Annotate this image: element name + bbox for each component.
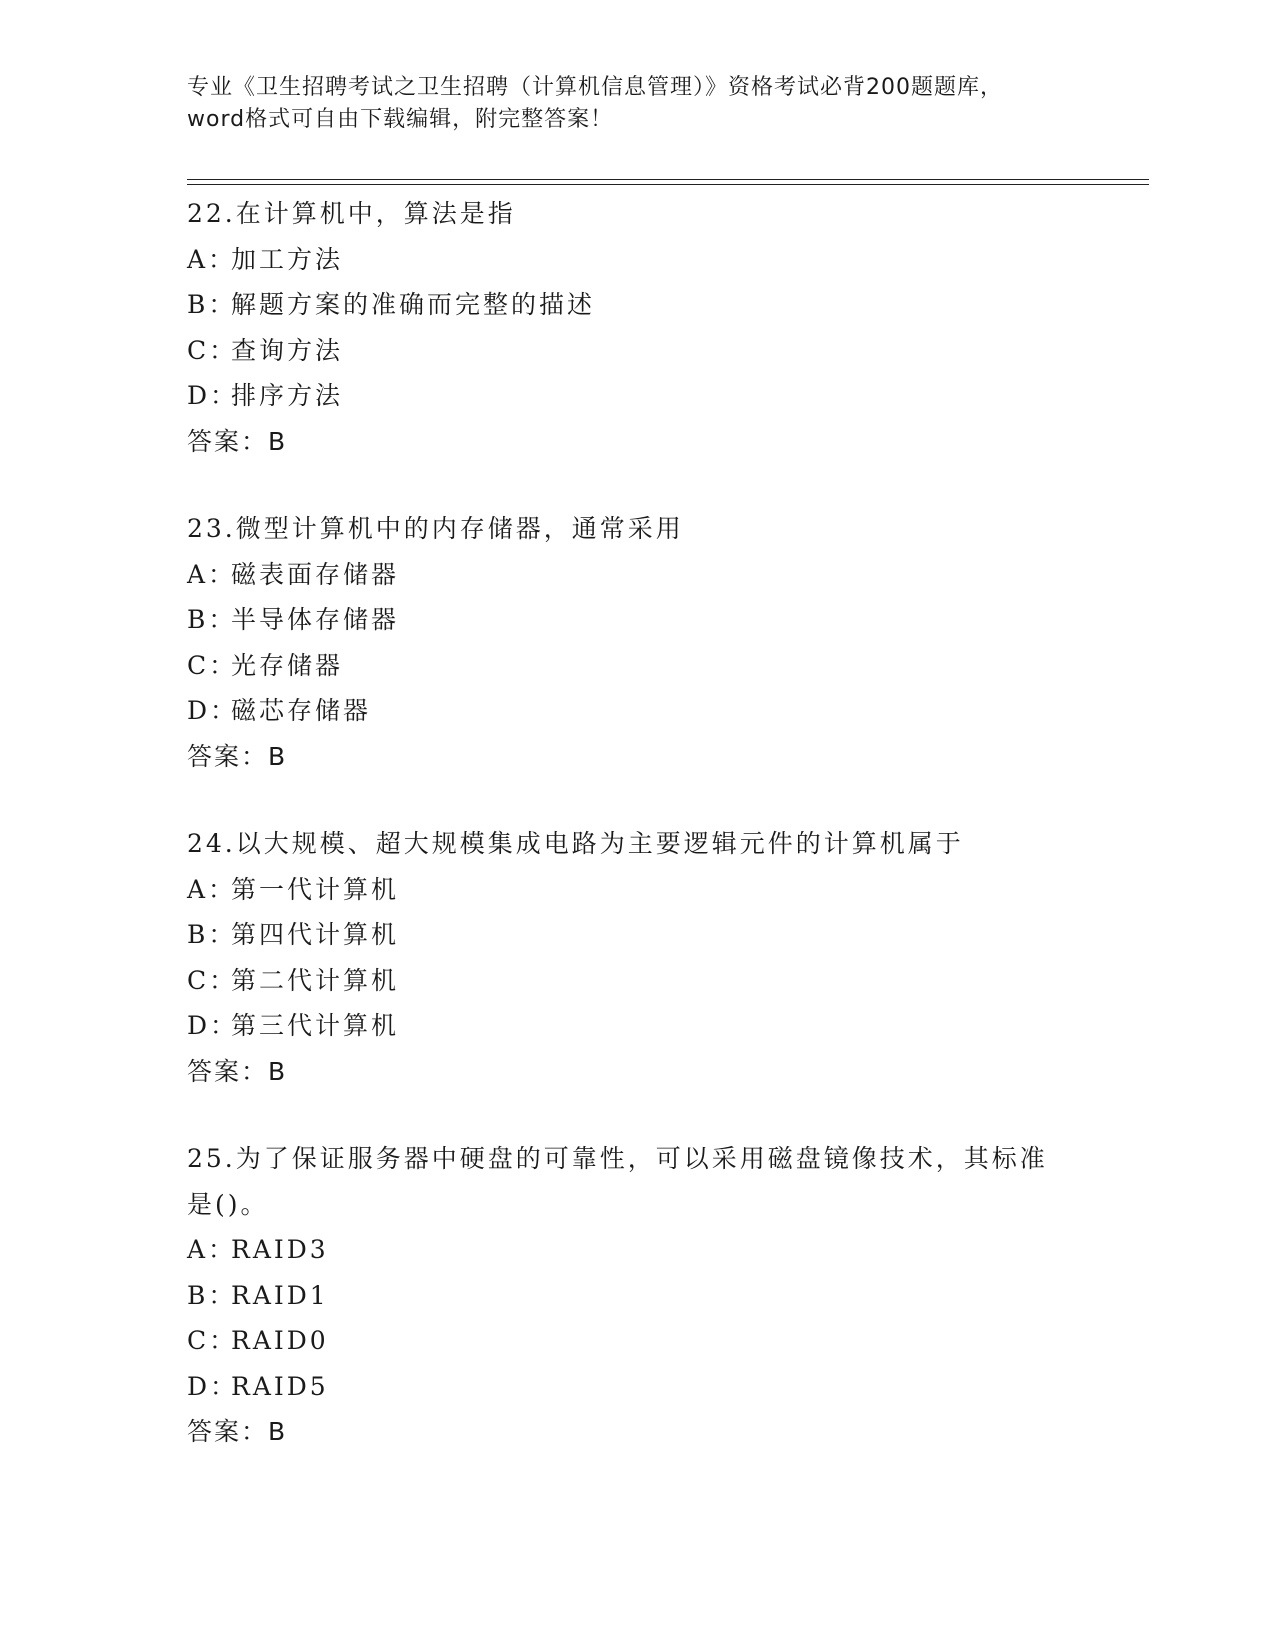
option-text: 第一代计算机 — [231, 874, 400, 904]
option-letter: C： — [187, 650, 238, 680]
answer-key: 答案：B — [187, 1417, 288, 1446]
option-text: 第四代计算机 — [231, 920, 400, 949]
option-letter: D： — [187, 696, 239, 725]
answer-option — [187, 597, 1087, 643]
option-text: 半导体存储器 — [231, 605, 400, 634]
option-text: 磁表面存储器 — [231, 559, 400, 589]
option-letter: A： — [187, 244, 237, 274]
option-text: 加工方法 — [231, 244, 344, 274]
question-list — [187, 191, 1087, 1497]
document-header — [187, 72, 1087, 136]
header-line-2: word格式可自由下载编辑，附完整答案！ — [187, 107, 614, 132]
question-stem: 22.在计算机中，算法是指 — [187, 199, 516, 228]
option-text: 第二代计算机 — [231, 965, 400, 995]
option-letter: B： — [187, 605, 237, 634]
answer-option — [187, 643, 1087, 689]
answer-option — [187, 958, 1087, 1004]
answer-option — [187, 1364, 1087, 1410]
option-letter: A： — [187, 874, 237, 904]
question-block — [187, 191, 1087, 464]
header-divider-top — [187, 179, 1149, 180]
answer-option — [187, 282, 1087, 328]
option-text: 排序方法 — [231, 381, 344, 410]
option-text: 光存储器 — [231, 650, 344, 680]
option-text: 查询方法 — [231, 335, 344, 365]
option-letter: D： — [187, 1371, 239, 1401]
question-stem: 24.以大规模、超大规模集成电路为主要逻辑元件的计算机属于 — [187, 829, 964, 858]
option-letter: B： — [187, 290, 237, 319]
answer-option — [187, 1003, 1087, 1049]
option-letter: D： — [187, 381, 239, 410]
question-block — [187, 506, 1087, 779]
answer-option — [187, 373, 1087, 419]
option-letter: A： — [187, 1235, 237, 1264]
answer-key: 答案：B — [187, 1056, 288, 1086]
option-text: RAID0 — [231, 1326, 329, 1355]
question-stem: 23.微型计算机中的内存储器，通常采用 — [187, 514, 684, 543]
answer-option — [187, 552, 1087, 598]
answer-option — [187, 867, 1087, 913]
option-text: RAID1 — [231, 1280, 329, 1310]
option-text: 第三代计算机 — [231, 1011, 400, 1040]
answer-option — [187, 328, 1087, 374]
answer-option — [187, 237, 1087, 283]
answer-key: 答案：B — [187, 741, 288, 771]
question-stem: 25.为了保证服务器中硬盘的可靠性，可以采用磁盘镜像技术，其标准 — [187, 1144, 1048, 1173]
option-letter: A： — [187, 559, 237, 589]
header-line-1: 专业《卫生招聘考试之卫生招聘（计算机信息管理）》资格考试必背200题题库， — [187, 75, 1003, 100]
question-block — [187, 1136, 1087, 1455]
answer-option — [187, 1273, 1087, 1319]
option-text: 解题方案的准确而完整的描述 — [231, 290, 596, 319]
answer-option — [187, 688, 1087, 734]
option-letter: B： — [187, 1280, 237, 1310]
answer-option — [187, 912, 1087, 958]
option-letter: B： — [187, 920, 237, 949]
answer-option — [187, 1318, 1087, 1364]
option-letter: C： — [187, 965, 238, 995]
answer-option — [187, 1227, 1087, 1273]
header-divider-bottom — [187, 184, 1149, 185]
option-text: RAID5 — [231, 1371, 329, 1401]
answer-key: 答案：B — [187, 426, 288, 456]
question-block — [187, 821, 1087, 1094]
question-stem: 是()。 — [187, 1189, 269, 1219]
option-letter: C： — [187, 1326, 238, 1355]
option-text: 磁芯存储器 — [231, 696, 372, 725]
option-text: RAID3 — [231, 1235, 329, 1264]
option-letter: C： — [187, 335, 238, 365]
option-letter: D： — [187, 1011, 239, 1040]
